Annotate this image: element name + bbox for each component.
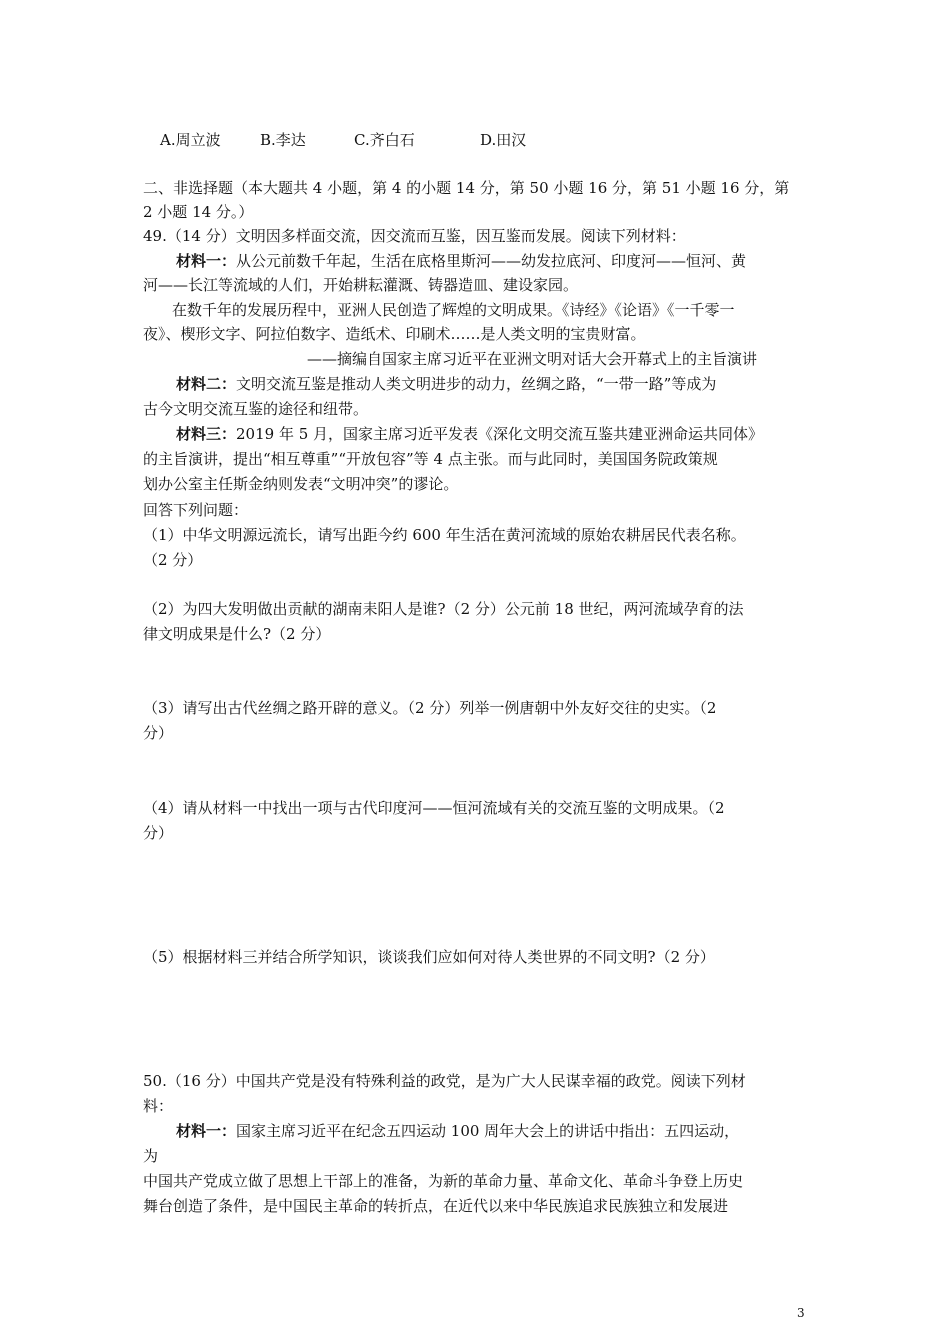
q50-material-1-line: 中国共产党成立做了思想上干部上的准备，为新的革命力量、革命文化、革命斗争登上历史 xyxy=(143,1172,744,1190)
q49-material-3-line: 划办公室主任斯金纳则发表“文明冲突”的谬论。 xyxy=(143,475,459,493)
q49-material-3-line xyxy=(176,424,763,444)
section-heading-cont: 2 小题 14 分。） xyxy=(143,203,254,221)
material-label: 材料一： xyxy=(176,1122,237,1140)
option-c: C.齐白石 xyxy=(354,131,415,149)
q50-material-1-line: 为 xyxy=(143,1147,159,1165)
material-label: 材料一： xyxy=(176,252,237,270)
subquestion-3-cont: 分） xyxy=(143,724,174,742)
subquestion-1-cont: （2 分） xyxy=(143,551,203,569)
subquestion-4: （4）请从材料一中找出一项与古代印度河——恒河流域有关的交流互鉴的文明成果。（2 xyxy=(143,799,725,817)
q50-material-1-line xyxy=(176,1121,739,1141)
q50-intro: 50.（16 分）中国共产党是没有特殊利益的政党，是为广大人民谋幸福的政党。阅读下列材 xyxy=(143,1072,746,1090)
option-a: A.周立波 xyxy=(160,131,221,149)
subquestion-1: （1）中华文明源远流长，请写出距今约 600 年生活在黄河流域的原始农耕居民代表名称。 xyxy=(143,526,746,544)
q49-material-1-line: 河——长江等流域的人们，开始耕耘灌溉、铸器造皿、建设家园。 xyxy=(143,276,579,294)
material-text: 文明交流互鉴是推动人类文明进步的动力，丝绸之路，“一带一路”等成为 xyxy=(236,375,717,393)
section-heading: 二、非选择题（本大题共 4 小题，第 4 的小题 14 分，第 50 小题 16 分，第 51 小题 16 分，第 xyxy=(143,179,790,197)
q50-material-1-line: 舞台创造了条件，是中国民主革命的转折点，在近代以来中华民族追求民族独立和发展进 xyxy=(143,1197,729,1215)
subquestion-4-cont: 分） xyxy=(143,824,174,842)
page-number: 3 xyxy=(797,1306,805,1320)
subquestion-2-cont: 律文明成果是什么?（2 分） xyxy=(143,625,331,643)
material-label: 材料二： xyxy=(176,375,237,393)
q49-material-1-line: 在数千年的发展历程中，亚洲人民创造了辉煌的文明成果。《诗经》《论语》《一千零一 xyxy=(172,301,735,319)
q50-intro-cont: 料： xyxy=(143,1097,174,1115)
q49-material-3-line: 的主旨演讲，提出“相互尊重”“开放包容”等 4 点主张。而与此同时，美国国务院政策规 xyxy=(143,450,718,468)
q49-material-1-line xyxy=(176,251,746,271)
q49-intro: 49.（14 分）文明因多样面交流，因交流而互鉴，因互鉴而发展。阅读下列材料： xyxy=(143,227,686,245)
subquestion-5: （5）根据材料三并结合所学知识，谈谈我们应如何对待人类世界的不同文明?（2 分） xyxy=(143,948,715,966)
option-b: B.李达 xyxy=(260,131,306,149)
material-text: 2019 年 5 月，国家主席习近平发表《深化文明交流互鉴共建亚洲命运共同体》 xyxy=(236,425,764,443)
subquestion-2: （2）为四大发明做出贡献的湖南耒阳人是谁?（2 分）公元前 18 世纪，两河流域孕育的法 xyxy=(143,600,744,618)
q49-material-1-line: 夜》、楔形文字、阿拉伯数字、造纸术、印刷术……是人类文明的宝贵财富。 xyxy=(143,325,646,343)
answer-prompt: 回答下列问题： xyxy=(143,501,249,519)
q49-material-1-source: ——摘编自国家主席习近平在亚洲文明对话大会开幕式上的主旨演讲 xyxy=(307,350,758,368)
q49-material-2-line: 古今文明交流互鉴的途径和纽带。 xyxy=(143,400,369,418)
option-d: D.田汉 xyxy=(480,131,527,149)
subquestion-3: （3）请写出古代丝绸之路开辟的意义。（2 分）列举一例唐朝中外友好交往的史实。（2 xyxy=(143,699,717,717)
material-text: 国家主席习近平在纪念五四运动 100 周年大会上的讲话中指出：五四运动， xyxy=(236,1122,740,1140)
q49-material-2-line xyxy=(176,374,716,394)
material-label: 材料三： xyxy=(176,425,237,443)
material-text: 从公元前数千年起，生活在底格里斯河——幼发拉底河、印度河——恒河、黄 xyxy=(236,252,747,270)
